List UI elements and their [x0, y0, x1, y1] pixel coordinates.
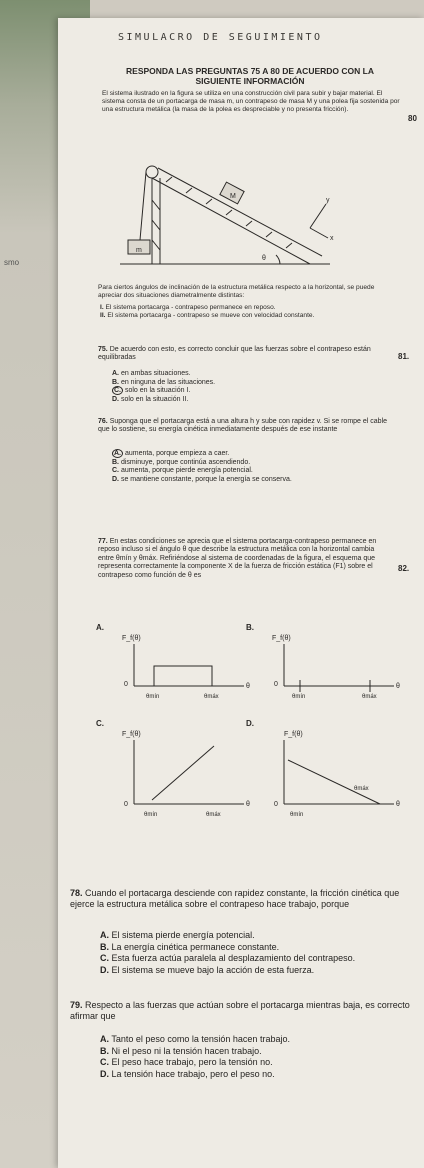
- graph-origin: 0: [274, 801, 278, 808]
- question-text: Cuando el portacarga desciende con rapidez constante, la fricción cinética que ejerce la estructura metálica sobre el contrapeso hace trabajo, porque: [70, 888, 400, 909]
- page-margin-number-82: 82.: [398, 564, 410, 573]
- label-m: m: [136, 247, 142, 254]
- question-text: De acuerdo con esto, es correcto concluir que las fuerzas sobre el contrapeso están equilibradas: [98, 346, 371, 362]
- graph-letter: D.: [246, 719, 254, 728]
- option-text: se mantiene constante, porque la energía se conserva.: [120, 475, 292, 483]
- page-margin-number-81: 81.: [398, 352, 410, 361]
- option-letter: C.: [100, 1057, 109, 1067]
- question-76: [98, 418, 398, 435]
- figure-caption-text: Para ciertos ángulos de inclinación de la estructura metálica respecto a la horizontal, se puede apreciar dos situaciones diametralmente distintas:: [98, 284, 375, 300]
- option-text: Tanto el peso como la tensión hacen trabajo.: [111, 1034, 290, 1044]
- option-text: La tensión hace trabajo, pero el peso no.: [111, 1068, 275, 1079]
- graph-theta-max: θmáx: [206, 812, 221, 818]
- option-letter: A.: [112, 370, 119, 377]
- question-number: 78.: [70, 888, 83, 898]
- section-title: SIMULACRO DE SEGUIMIENTO: [118, 32, 323, 43]
- option-text: El peso hace trabajo, pero la tensión no.: [111, 1057, 273, 1067]
- situation-number: I.: [100, 304, 104, 311]
- graph-d-curve: [288, 760, 380, 804]
- graph-b[interactable]: [244, 616, 414, 706]
- situation-item: [100, 304, 400, 312]
- question-text: Respecto a las fuerzas que actúan sobre el portacarga mientras baja, es correcto afirmar que: [70, 1000, 410, 1021]
- option-text: Esta fuerza actúa paralela al desplazamiento del contrapeso.: [111, 953, 356, 963]
- question-78: [70, 888, 408, 910]
- option-b[interactable]: [112, 379, 382, 388]
- option-letter: C.: [100, 953, 109, 963]
- graph-y-label: F_f(θ): [272, 635, 291, 642]
- option-c[interactable]: [112, 467, 392, 476]
- question-75-options: [112, 370, 382, 404]
- situation-text: El sistema portacarga - contrapeso se mueve con velocidad constante.: [107, 312, 315, 320]
- graph-theta: θ: [396, 683, 400, 690]
- option-letter: D.: [100, 964, 109, 975]
- pulley-icon: [146, 166, 158, 178]
- label-x: x: [330, 235, 334, 242]
- option-letter: B.: [100, 1045, 109, 1056]
- option-letter: D.: [112, 395, 119, 403]
- option-d[interactable]: [100, 965, 416, 977]
- left-margin-fragment: smo: [4, 258, 20, 267]
- option-text: aumenta, porque empieza a caer.: [124, 450, 230, 457]
- option-d[interactable]: [112, 476, 392, 485]
- question-79-options: [100, 1034, 410, 1080]
- graph-letter: B.: [246, 623, 254, 632]
- structure-figure: [110, 160, 350, 280]
- graph-letter: C.: [96, 719, 104, 728]
- graph-a[interactable]: [94, 616, 254, 706]
- graph-origin: 0: [124, 801, 128, 808]
- instruction-heading: [100, 66, 400, 86]
- situation-text: El sistema portacarga - contrapeso permanece en reposo.: [105, 304, 276, 311]
- option-d[interactable]: [100, 1069, 410, 1081]
- graph-d[interactable]: [244, 712, 414, 822]
- option-text: en ninguna de las situaciones.: [120, 378, 216, 386]
- option-letter: A.: [114, 450, 121, 457]
- option-text: disminuye, porque continúa ascendiendo.: [120, 458, 251, 466]
- graph-y-label: F_f(θ): [122, 635, 141, 642]
- graph-theta: θ: [246, 683, 250, 690]
- graph-theta: θ: [246, 801, 250, 808]
- graph-letter: A.: [96, 623, 104, 632]
- option-text: El sistema se mueve bajo la acción de esta fuerza.: [111, 964, 315, 975]
- option-a[interactable]: [100, 1034, 410, 1046]
- option-text: El sistema pierde energía potencial.: [111, 930, 255, 940]
- context-intro: El sistema ilustrado en la figura se utiliza en una construcción civil para subir y bajar material. El sistema consta de un portacarga de masa m, un contrapeso de masa M y una polea fija sostenida por una estructura metálica (la masa de la polea es despreciable y no presenta fricción).: [102, 90, 400, 114]
- question-number: 79.: [70, 1000, 83, 1010]
- graph-theta-max: θmáx: [354, 786, 369, 792]
- graph-y-label: F_f(θ): [122, 731, 141, 738]
- option-a[interactable]: [112, 450, 392, 459]
- situation-item: [100, 312, 400, 320]
- option-letter: C.: [112, 467, 119, 475]
- option-text: en ambas situaciones.: [120, 370, 191, 377]
- graph-origin: 0: [274, 681, 278, 688]
- option-b[interactable]: [112, 459, 392, 468]
- label-M: M: [230, 193, 236, 200]
- label-theta: θ: [262, 255, 266, 262]
- graph-theta-min: θmín: [144, 812, 158, 818]
- question-number: 77.: [98, 538, 108, 545]
- option-text: solo en la situación I.: [124, 387, 191, 395]
- label-y: y: [326, 197, 330, 204]
- option-text: aumenta, porque pierde energía potencial.: [120, 467, 253, 475]
- graph-theta: θ: [396, 801, 400, 808]
- graph-theta-max: θmáx: [362, 694, 377, 700]
- question-number: 76.: [98, 418, 108, 425]
- situation-number: II.: [100, 312, 106, 320]
- graph-theta-max: θmáx: [204, 694, 219, 700]
- question-text: En estas condiciones se aprecia que el sistema portacarga-contrapeso permanece en reposo incluso si el ángulo θ que describe la estructura metálica con la horizontal cambia entre θmín y θmáx. Refiriéndose al sistema de coordenadas de la figura, el esquema que representa correctamente la componente X de la fuerza de fricción estática (F1) sobre el contrapeso como función de θ es: [98, 538, 377, 579]
- graph-y-label: F_f(θ): [284, 731, 303, 738]
- instruction-line-1: RESPONDA LAS PREGUNTAS 75 A 80 DE ACUERDO CON LA: [126, 66, 374, 76]
- option-c[interactable]: [100, 1057, 410, 1069]
- page-margin-number-80: 80: [408, 114, 417, 123]
- situation-list: [100, 304, 400, 320]
- option-text: solo en la situación II.: [120, 395, 189, 403]
- question-78-options: [100, 930, 416, 976]
- graph-theta-min: θmín: [146, 694, 160, 700]
- question-number: 75.: [98, 346, 108, 353]
- graph-theta-min: θmín: [292, 694, 306, 700]
- option-letter: D.: [112, 475, 119, 483]
- option-d[interactable]: [112, 396, 382, 405]
- graph-origin: 0: [124, 681, 128, 688]
- option-text: La energía cinética permanece constante.: [111, 941, 280, 952]
- graph-c-curve: [152, 746, 214, 800]
- graph-a-curve: [154, 666, 212, 686]
- option-b[interactable]: [100, 1046, 410, 1058]
- option-c[interactable]: [100, 953, 416, 965]
- option-letter: B.: [112, 378, 119, 386]
- graph-theta-min: θmín: [290, 812, 304, 818]
- option-letter: C.: [114, 387, 121, 395]
- question-text: Suponga que el portacarga está a una altura h y sube con rapidez v. Si se rompe el cable que lo sostiene, su energía cinética inmediatamente después de ese instante: [98, 418, 388, 434]
- option-letter: B.: [112, 458, 119, 466]
- question-75: [98, 346, 386, 363]
- question-77: [98, 538, 388, 580]
- option-letter: D.: [100, 1068, 109, 1079]
- option-letter: A.: [100, 1034, 109, 1044]
- option-a[interactable]: [100, 930, 416, 942]
- instruction-line-2: SIGUIENTE INFORMACIÓN: [195, 76, 305, 86]
- option-a[interactable]: [112, 370, 382, 379]
- question-79: [70, 1000, 410, 1022]
- option-c[interactable]: [112, 387, 382, 396]
- graph-c[interactable]: [94, 712, 254, 822]
- option-letter: B.: [100, 941, 109, 952]
- option-b[interactable]: [100, 942, 416, 954]
- option-letter: A.: [100, 930, 109, 940]
- question-76-options: [112, 450, 392, 484]
- option-text: Ni el peso ni la tensión hacen trabajo.: [111, 1045, 262, 1056]
